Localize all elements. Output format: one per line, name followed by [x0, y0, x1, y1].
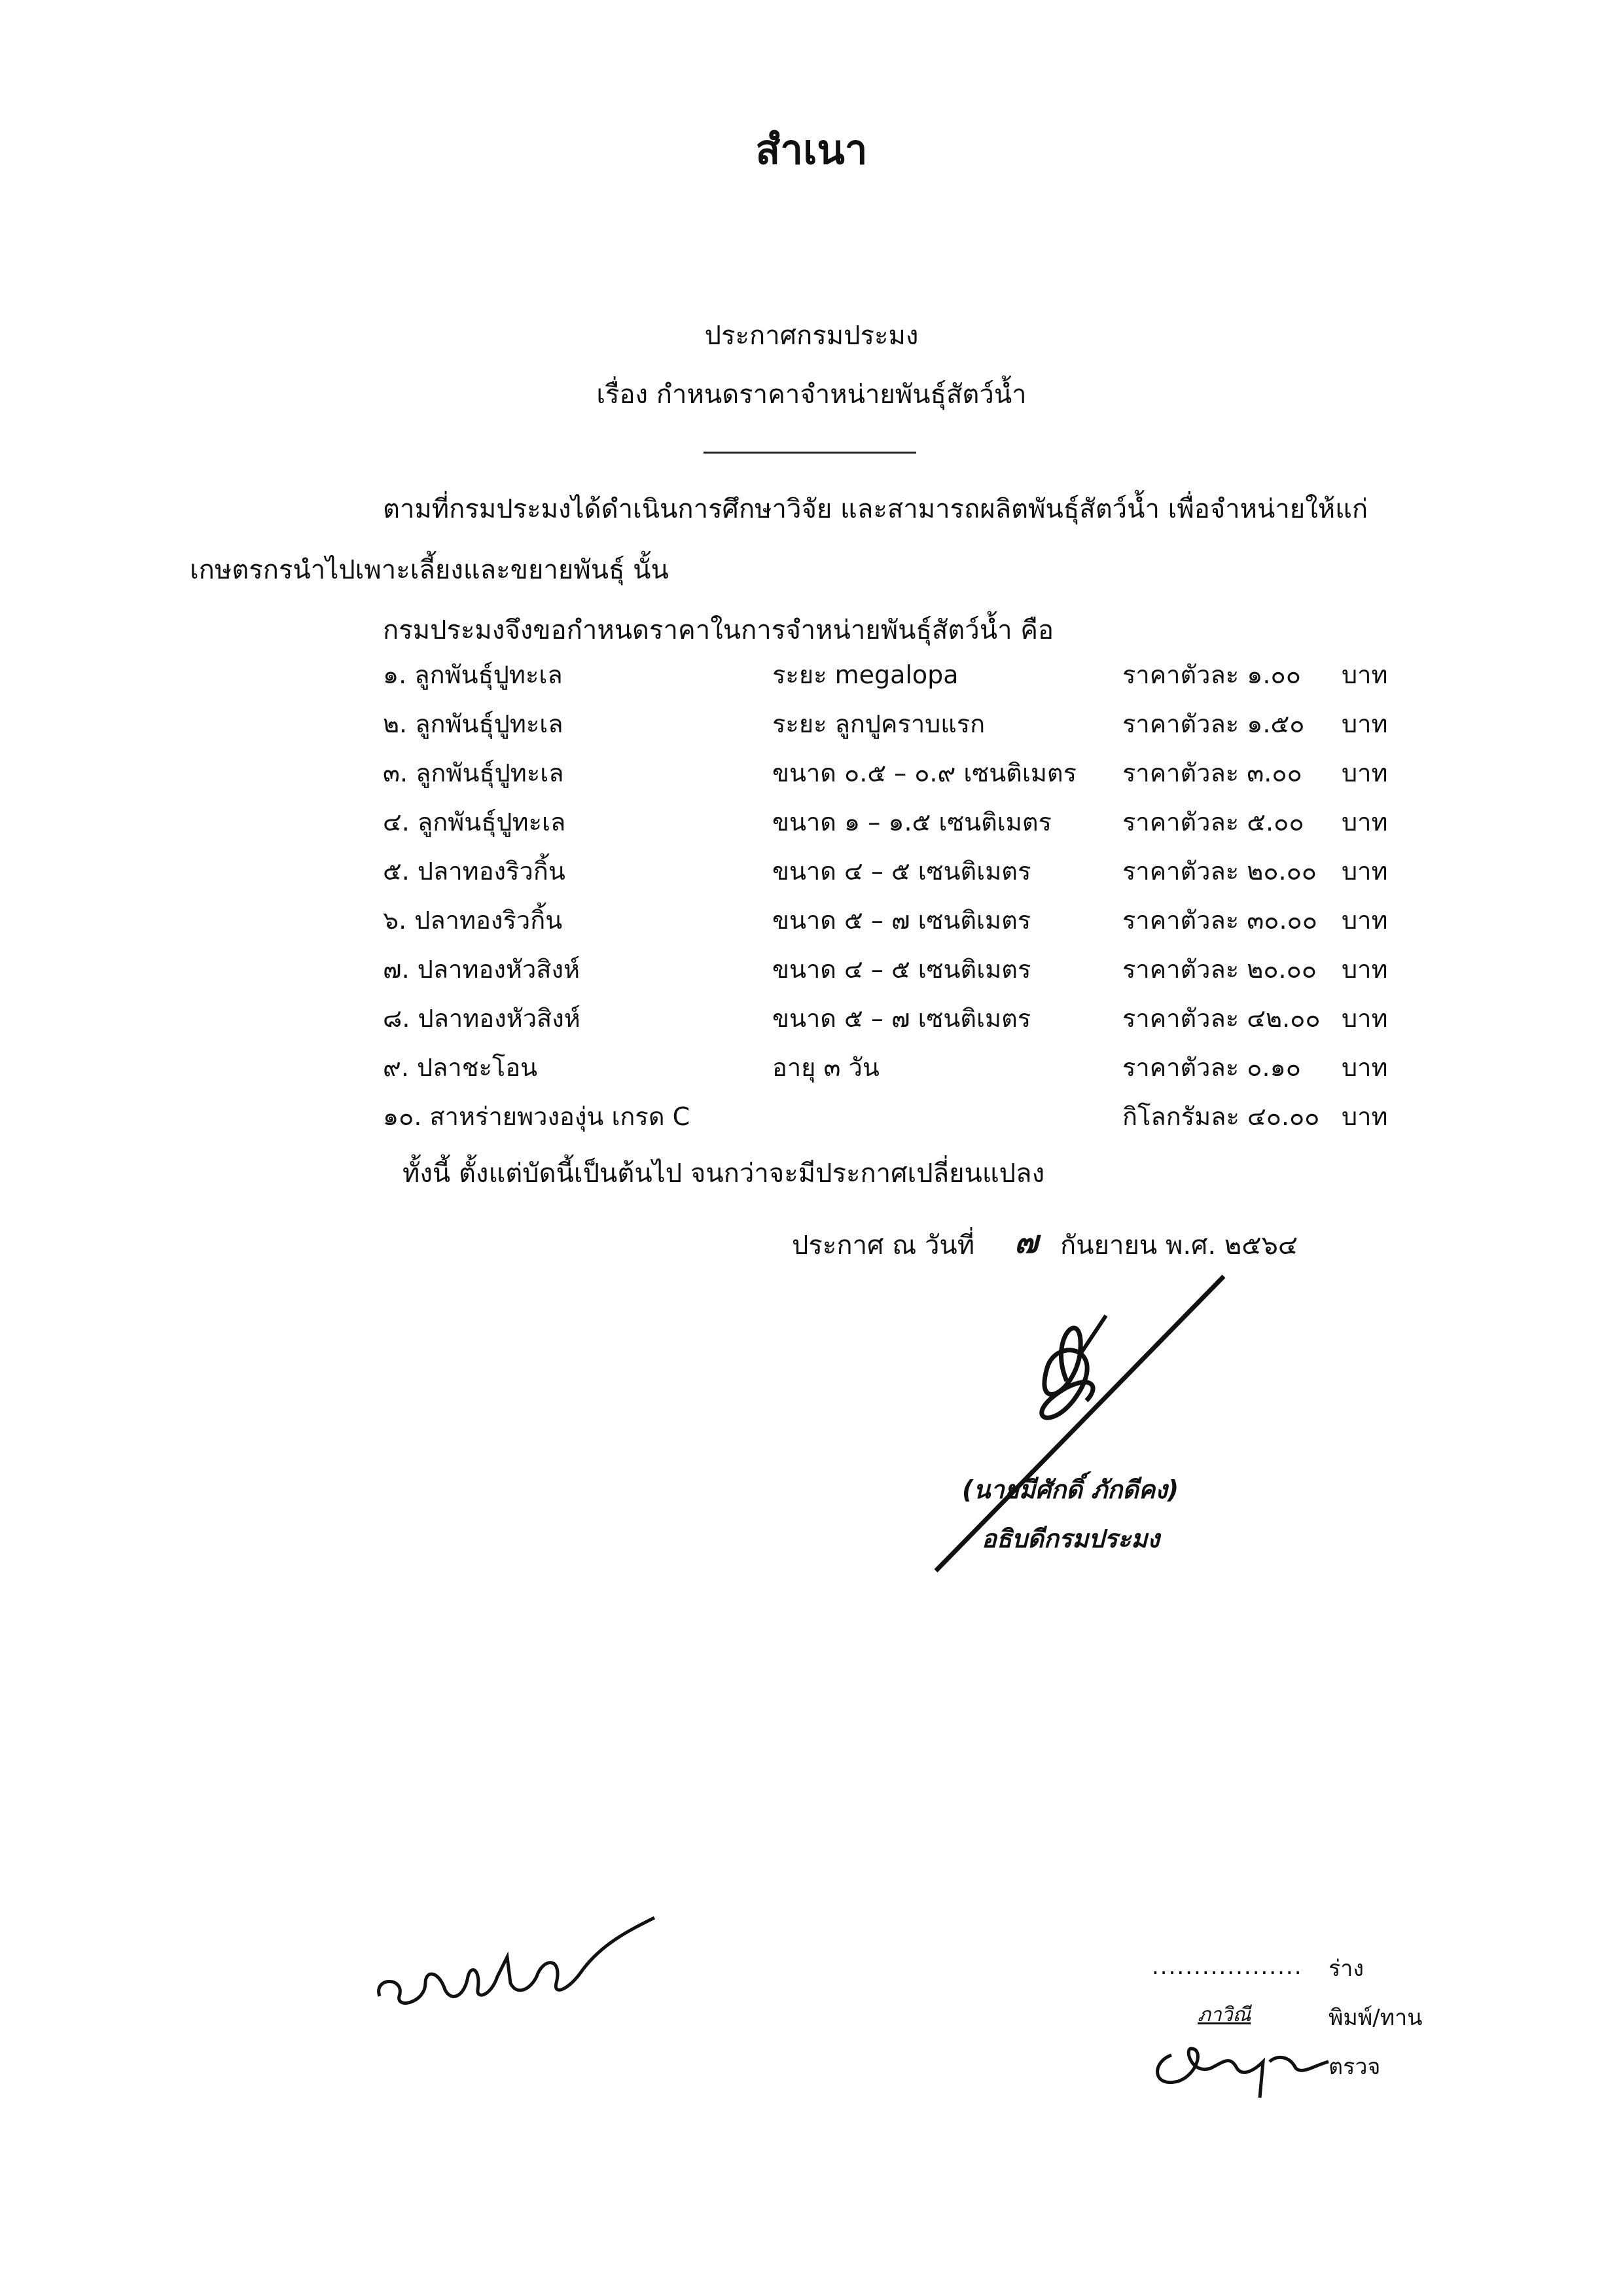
item-price: ราคาตัวละ ๒๐.๐๐ — [1122, 857, 1317, 886]
item-unit: บาท — [1342, 1053, 1388, 1082]
typed-initials: ภาวิณี — [1198, 2003, 1251, 2026]
item-price: กิโลกรัมละ ๔๐.๐๐ — [1122, 1102, 1320, 1131]
item-price: ราคาตัวละ ๑.๐๐ — [1122, 660, 1301, 689]
body-paragraph-2: กรมประมงจึงขอกำหนดราคาในการจำหน่ายพันธุ์สัตว์น้ำ คือ — [383, 615, 1054, 645]
item-spec: ขนาด ๔ – ๕ เซนติเมตร — [772, 955, 1031, 984]
price-list-row — [0, 753, 1623, 792]
price-list-row — [0, 900, 1623, 939]
initial-signature-left — [366, 1905, 668, 2022]
item-name: ๑. ลูกพันธุ์ปูทะเล — [383, 660, 563, 689]
signatory-name: (นายมีศักดิ์ ภักดีคง) — [962, 1475, 1179, 1504]
item-name: ๔. ลูกพันธุ์ปูทะเล — [383, 808, 566, 836]
announcement-subject: เรื่อง กำหนดราคาจำหน่ายพันธุ์สัตว์น้ำ — [596, 380, 1027, 410]
dateline-month-year: กันยายน พ.ศ. ๒๕๖๔ — [1060, 1230, 1298, 1261]
typed-label: พิมพ์/ทาน — [1329, 2005, 1423, 2031]
item-spec: ขนาด ๕ – ๗ เซนติเมตร — [772, 1004, 1031, 1033]
price-list-row — [0, 704, 1623, 743]
item-price: ราคาตัวละ ๔๒.๐๐ — [1122, 1004, 1321, 1033]
item-name: ๑๐. สาหร่ายพวงองุ่น เกรด C — [383, 1102, 690, 1131]
draft-label: ร่าง — [1329, 1956, 1364, 1982]
price-list-row — [0, 1047, 1623, 1086]
item-unit: บาท — [1342, 1102, 1388, 1131]
item-spec: ขนาด ๑ – ๑.๕ เซนติเมตร — [772, 808, 1052, 836]
price-list-row — [0, 851, 1623, 890]
item-price: ราคาตัวละ ๒๐.๐๐ — [1122, 955, 1317, 984]
header-divider — [704, 452, 916, 454]
item-unit: บาท — [1342, 808, 1388, 836]
item-price: ราคาตัวละ ๑.๕๐ — [1122, 709, 1305, 738]
item-unit: บาท — [1342, 906, 1388, 935]
item-name: ๙. ปลาชะโอน — [383, 1053, 538, 1082]
closing-sentence: ทั้งนี้ ตั้งแต่บัดนี้เป็นต้นไป จนกว่าจะมีประกาศเปลี่ยนแปลง — [402, 1158, 1045, 1189]
checker-signature — [1145, 2029, 1355, 2101]
item-unit: บาท — [1342, 1004, 1388, 1033]
item-unit: บาท — [1342, 709, 1388, 738]
item-name: ๘. ปลาทองหัวสิงห์ — [383, 1004, 580, 1033]
body-paragraph-1-line-2: เกษตรกรนำไปเพาะเลี้ยงและขยายพันธุ์ นั้น — [190, 555, 669, 585]
dateline-day: ๗ — [1014, 1224, 1039, 1261]
signatory-title: อธิบดีกรมประมง — [982, 1524, 1160, 1553]
price-list-row — [0, 998, 1623, 1037]
price-list-row — [0, 949, 1623, 988]
copy-stamp-title: สำเนา — [755, 126, 868, 173]
item-unit: บาท — [1342, 660, 1388, 689]
price-list-row — [0, 802, 1623, 841]
item-spec: ขนาด ๕ – ๗ เซนติเมตร — [772, 906, 1031, 935]
item-price: ราคาตัวละ ๓๐.๐๐ — [1122, 906, 1317, 935]
item-name: ๒. ลูกพันธุ์ปูทะเล — [383, 709, 563, 738]
item-unit: บาท — [1342, 857, 1388, 886]
item-name: ๓. ลูกพันธุ์ปูทะเล — [383, 759, 564, 787]
item-spec: ระยะ megalopa — [772, 660, 959, 689]
announcement-issuer: ประกาศกรมประมง — [704, 321, 919, 351]
item-name: ๖. ปลาทองริวกิ้น — [383, 906, 563, 935]
item-spec: ระยะ ลูกปูคราบแรก — [772, 709, 986, 738]
draft-dotted-line: .................. — [1152, 1954, 1303, 1980]
checked-label: ตรวจ — [1329, 2054, 1381, 2080]
item-unit: บาท — [1342, 955, 1388, 984]
item-spec: ขนาด ๔ – ๕ เซนติเมตร — [772, 857, 1031, 886]
price-list-row — [0, 655, 1623, 694]
price-list-row — [0, 1096, 1623, 1136]
item-spec: อายุ ๓ วัน — [772, 1053, 880, 1082]
body-paragraph-1-line-1: ตามที่กรมประมงได้ดำเนินการศึกษาวิจัย และสามารถผลิตพันธุ์สัตว์น้ำ เพื่อจำหน่ายให้แก่ — [383, 494, 1368, 524]
item-price: ราคาตัวละ ๕.๐๐ — [1122, 808, 1304, 836]
item-price: ราคาตัวละ ๐.๑๐ — [1122, 1053, 1301, 1082]
dateline-prefix: ประกาศ ณ วันที่ — [792, 1230, 975, 1261]
item-name: ๗. ปลาทองหัวสิงห์ — [383, 955, 580, 984]
item-spec: ขนาด ๐.๕ – ๐.๙ เซนติเมตร — [772, 759, 1077, 787]
item-unit: บาท — [1342, 759, 1388, 787]
item-price: ราคาตัวละ ๓.๐๐ — [1122, 759, 1302, 787]
item-name: ๕. ปลาทองริวกิ้น — [383, 857, 565, 886]
